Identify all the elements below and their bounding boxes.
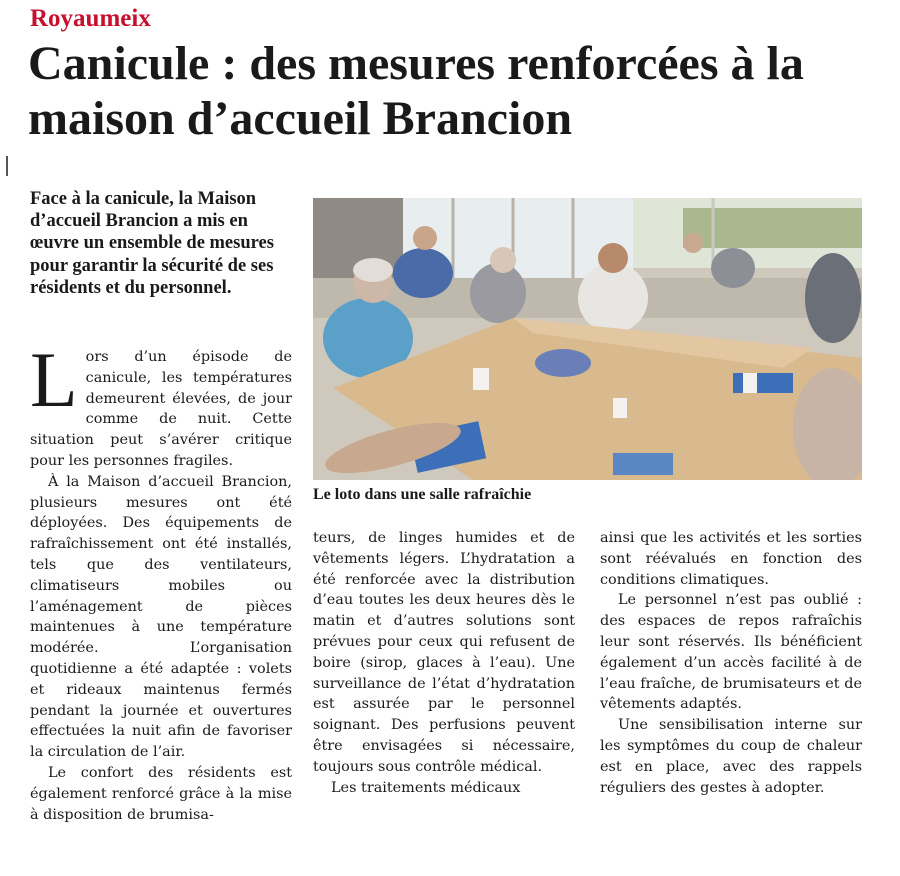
photo-illustration [313, 198, 862, 480]
paragraph: Une sensibilisation interne sur les symptômes du coup de chaleur est en place, avec des rappels réguliers des gestes à adopter. [600, 717, 862, 796]
section-kicker: Royaumeix [30, 5, 151, 32]
paragraph: À la Maison d’accueil Brancion, plusieurs mesures ont été déployées. Des équipements de rafraîchissement ont été installés, tels que des ventilateurs, climatiseurs mobiles ou l’aménagement de pièces maintenues à une température modérée. L’organisation quotidienne a été adaptée : volets et rideaux maintenus fermés pendant la journée et ouvertures effectuées la nuit afin de favoriser la circulation de l’air. [30, 473, 292, 761]
article-column-3 [600, 528, 862, 798]
article-headline: Canicule : des mesures renforcées à la maison d’accueil Brancion [28, 37, 804, 145]
paragraph: Le personnel n’est pas oublié : des espaces de repos rafraîchis leur sont réservés. Ils bénéficient également d’un accès facilité à de l’eau fraîche, de brumisateurs et de vêtements adaptés. [600, 592, 862, 713]
article-column-2 [313, 528, 575, 798]
paragraph: teurs, de linges humides et de vêtements légers. L’hydratation a été renforcée avec la distribution d’eau toutes les deux heures dès le matin et d’autres solutions sont prévues pour ceux qui refusent de boire (sirop, glaces à l’eau). Une surveillance de l’état d’hydratation est assurée par le personnel soignant. Des perfusions peuvent être envisagées si nécessaire, toujours sous contrôle médical. [313, 530, 575, 775]
article-photo [313, 198, 862, 480]
paragraph: ainsi que les activités et les sorties sont réévalués en fonction des conditions climatiques. [600, 530, 862, 588]
margin-rule [6, 156, 8, 176]
drop-cap: L [30, 336, 78, 423]
photo-caption: Le loto dans une salle rafraîchie [313, 486, 532, 503]
paragraph [30, 336, 292, 472]
paragraph: Le confort des résidents est également renforcé grâce à la mise à disposition de brumisa- [30, 764, 292, 823]
article-column-1 [30, 336, 292, 825]
paragraph-text: ors d’un épisode de canicule, les températures demeurent élevées, de jour comme de nuit. Cette situation peut s’avérer critique pour les personnes fragiles. [30, 349, 292, 469]
article-lede: Face à la canicule, la Maison d’accueil Brancion a mis en œuvre un ensemble de mesures pour garantir la sécurité de ses résidents et du personnel. [30, 189, 274, 298]
paragraph: Les traitements médicaux [331, 779, 521, 796]
